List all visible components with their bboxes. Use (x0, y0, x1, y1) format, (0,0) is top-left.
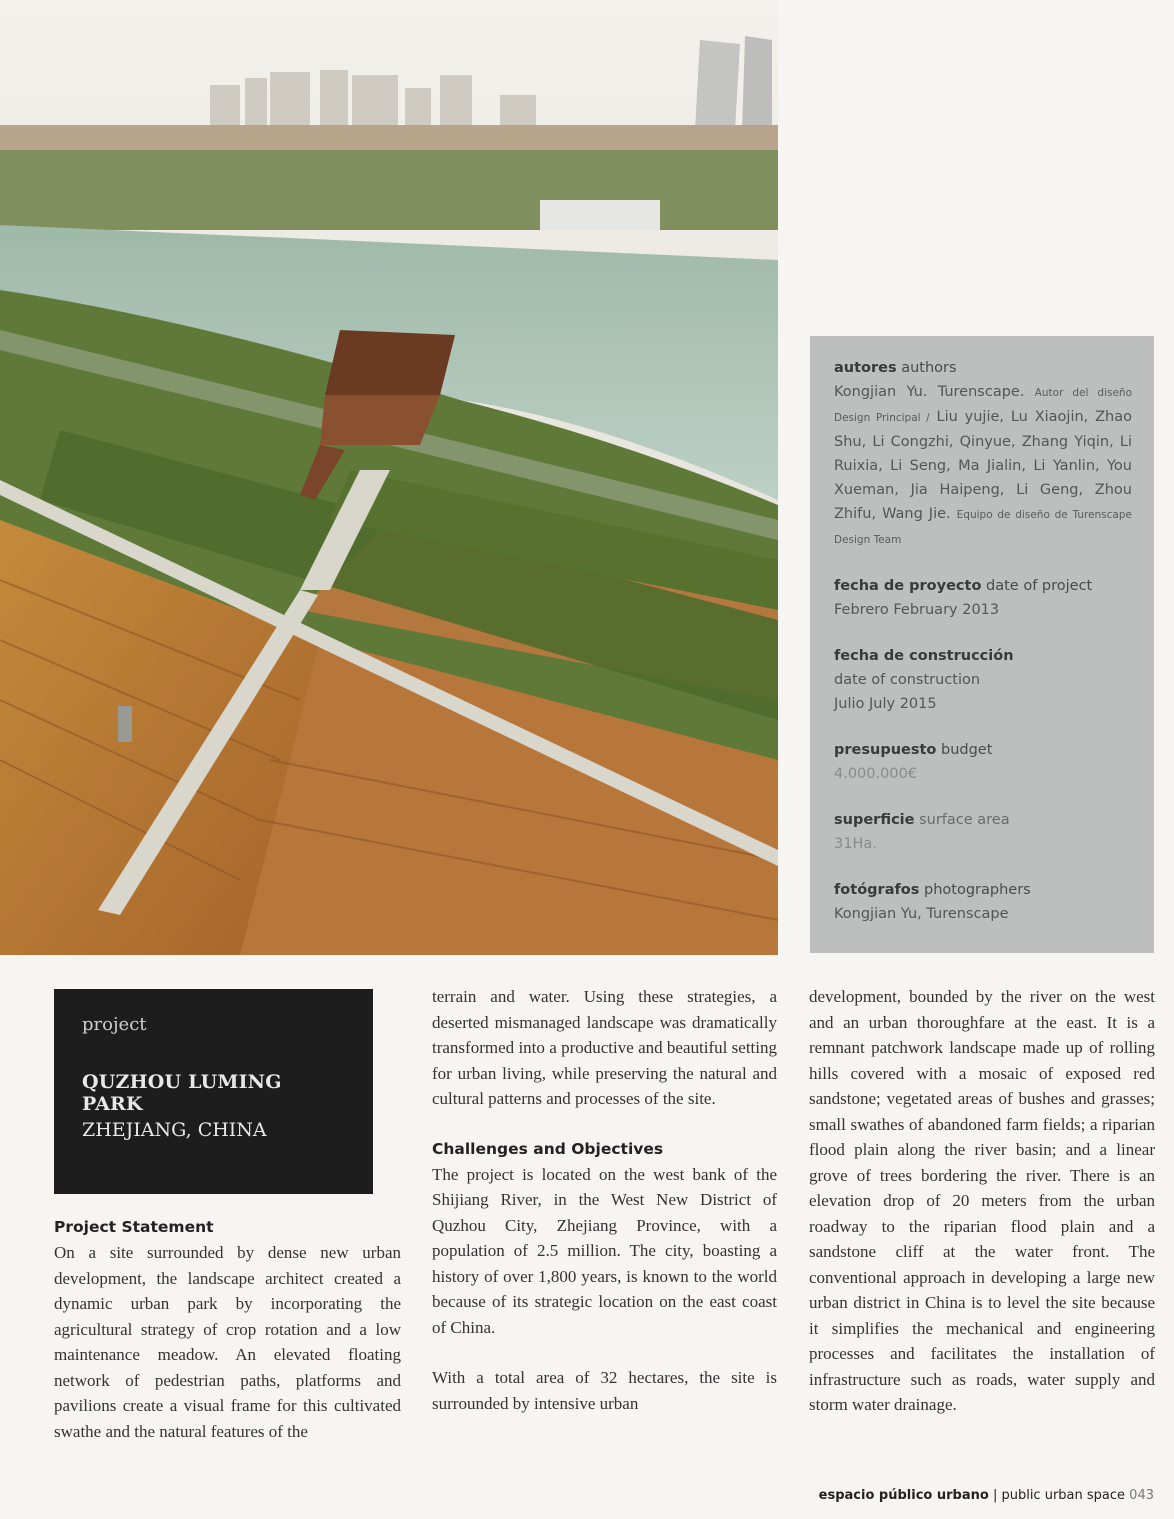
project-kicker: project (82, 1014, 147, 1035)
photographers-label: fotógrafos (834, 882, 920, 898)
article-column-3 (809, 984, 1155, 1418)
park-aerial-photo (0, 0, 778, 955)
project-date-value: Febrero February 2013 (834, 602, 1000, 618)
surface-area-block (834, 808, 1132, 856)
surface-area-label: superficie (834, 812, 915, 828)
project-location: ZHEJIANG, CHINA (82, 1119, 267, 1141)
statement-heading: Project Statement (54, 1218, 214, 1236)
budget-value: 4.000.000€ (834, 766, 918, 782)
page-number: 043 (1129, 1488, 1154, 1503)
challenges-paragraph-2-start: With a total area of 32 hectares, the site is surrounded by intensive urban (432, 1368, 777, 1413)
photographers-block (834, 878, 1132, 926)
surface-area-value: 31Ha. (834, 836, 877, 852)
park-photo-illustration (0, 0, 778, 955)
construction-date-label-en: date of construction (834, 672, 981, 688)
article-column-2 (432, 984, 777, 1416)
project-date-label-en: date of project (986, 578, 1093, 594)
page-footer (819, 1488, 1154, 1503)
footer-magazine-es: espacio público urbano (818, 1488, 989, 1503)
article-column-1 (54, 1215, 401, 1444)
photographers-value: Kongjian Yu, Turenscape (834, 906, 1009, 922)
challenges-heading: Challenges and Objectives (432, 1139, 664, 1158)
authors-label-en: authors (901, 360, 957, 376)
project-title: QUZHOU LUMING PARK (82, 1071, 282, 1115)
photographers-label-en: photographers (924, 882, 1031, 898)
authors-label: autores (834, 360, 897, 376)
construction-date-label: fecha de construcción (834, 648, 1014, 664)
challenges-paragraph-2-end: development, bounded by the river on the west and an urban thoroughfare at the east. It is a remnant patchwork landscape made up of rolling hills covered with a mosaic of exposed red sandstone; vegetated areas of bushes and grasses; small swathes of abandoned farm fields; a riparian flood plain along the river basin; and a linear grove of trees bordering the river. There is an elevation drop of 20 meters from the urban roadway to the riparian flood plain and a sandstone cliff at the water front. The conventional approach in developing a large new urban district in China is to level the site because it simplifies the mechanical and engineering processes and facilitates the installation of infrastructure such as roads, water supply and storm water drainage. (809, 987, 1155, 1414)
authors-team-note: Equipo de diseño de Turenscape Design Team (834, 509, 1132, 546)
budget-label: presupuesto (834, 742, 937, 758)
budget-label-en: budget (941, 742, 993, 758)
project-date-label: fecha de proyecto (834, 578, 982, 594)
footer-separator: | (992, 1488, 998, 1503)
challenges-paragraph-1: The project is located on the west bank of the Shijiang River, in the West New District of Quzhou City, Zhejiang Province, with a population of 2.5 million. The city, boasting a history of over 1,800 years, is known to the world because of its strategic location on the east coast of China. (432, 1164, 777, 1337)
authors-lead: Kongjian Yu. Turenscape. (834, 384, 1025, 400)
authors-lead-note: Autor del diseño Design Principal / (834, 387, 1133, 424)
construction-date-value: Julio July 2015 (834, 696, 937, 712)
budget-block (834, 738, 1132, 786)
authors-block (834, 356, 1132, 552)
statement-paragraph-part2: terrain and water. Using these strategies, a deserted mismanaged landscape was dramatically transformed into a productive and beautiful setting for urban living, while preserving the natural and cultural patterns and processes of the site. (432, 987, 777, 1108)
surface-area-label-en: surface area (919, 812, 1010, 828)
project-title-box (54, 989, 373, 1194)
project-info-panel (810, 336, 1154, 953)
project-date-block (834, 574, 1132, 622)
footer-magazine-en: public urban space (1001, 1488, 1126, 1503)
authors-team: Liu yujie, Lu Xiaojin, Zhao Shu, Li Congzhi, Qinyue, Zhang Yiqin, Li Ruixia, Li Seng, Ma Jialin, Li Yanlin, You Xueman, Jia Haipeng, Li Geng, Zhou Zhifu, Wang Jie. (834, 409, 1132, 522)
authors-value (834, 380, 1132, 552)
construction-date-block (834, 644, 1132, 716)
statement-paragraph-part1: On a site surrounded by dense new urban development, the landscape architect created a dynamic urban park by incorporating the agricultural strategy of crop rotation and a low maintenance meadow. An elevated floating network of pedestrian paths, platforms and pavilions create a visual frame for this cultivated swathe and the natural features of the (54, 1243, 401, 1441)
